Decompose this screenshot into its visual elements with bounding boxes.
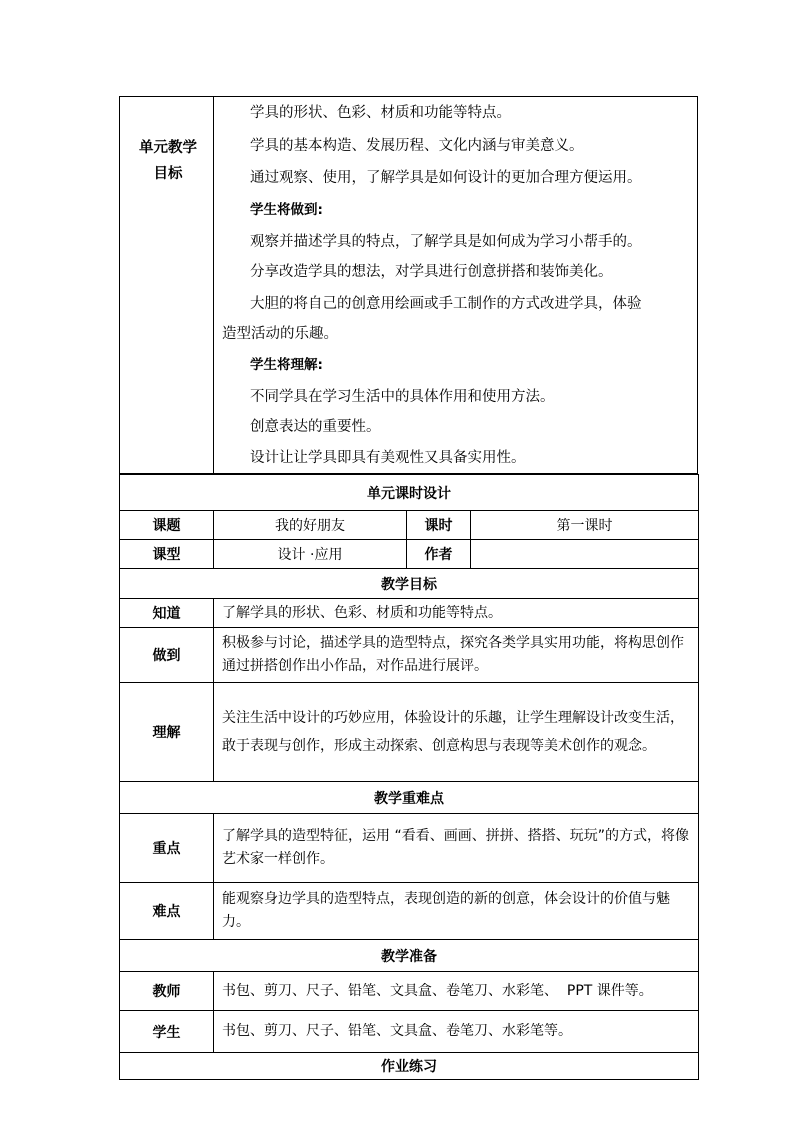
- unit-objectives-label-cell: [120, 97, 214, 473]
- preparation-header: 教学准备: [120, 940, 699, 972]
- objective-line: 创意表达的重要性。: [250, 419, 381, 435]
- objective-line: 通过观察、使用，了解学具是如何设计的更加合理方便运用。: [250, 170, 642, 186]
- author-label: 作者: [407, 540, 471, 569]
- do-label: 做到: [120, 628, 214, 683]
- student-text: 书包、剪刀、尺子、铅笔、文具盒、卷笔刀、水彩笔等。: [214, 1011, 699, 1053]
- student-label: 学生: [120, 1011, 214, 1053]
- topic-value: 我的好朋友: [214, 511, 407, 540]
- difficult-point-label: 难点: [120, 883, 214, 940]
- objective-line: 造型活动的乐趣。: [222, 326, 338, 342]
- understand-label: 理解: [120, 683, 214, 782]
- teacher-text: 书包、剪刀、尺子、铅笔、文具盒、卷笔刀、水彩笔、 PPT 课件等。: [214, 972, 699, 1011]
- unit-objectives-label: 单元教学目标: [139, 140, 197, 182]
- topic-label: 课题: [120, 511, 214, 540]
- teaching-goals-header: 教学目标: [120, 569, 699, 599]
- objective-line: 分享改造学具的想法，对学具进行创意拼搭和装饰美化。: [250, 264, 613, 280]
- know-text: 了解学具的形状、色彩、材质和功能等特点。: [214, 599, 699, 628]
- key-point-label: 重点: [120, 814, 214, 883]
- teacher-label: 教师: [120, 972, 214, 1011]
- lesson-table: [119, 474, 699, 1080]
- period-value: 第一课时: [471, 511, 699, 540]
- understand-text: 关注生活中设计的巧妙应用，体验设计的乐趣，让学生理解设计改变生活，敢于表现与创作，形成主动探索、创意构思与表现等美术创作的观念。: [214, 683, 699, 782]
- objective-line: 不同学具在学习生活中的具体作用和使用方法。: [250, 389, 555, 405]
- homework-header: 作业练习: [120, 1053, 699, 1080]
- objective-line: 学具的基本构造、发展历程、文化内涵与审美意义。: [250, 138, 584, 154]
- objective-subheading: 学生将做到:: [250, 202, 323, 218]
- author-value: [471, 540, 699, 569]
- type-label: 课型: [120, 540, 214, 569]
- key-points-header: 教学重难点: [120, 782, 699, 814]
- do-text: 积极参与讨论，描述学具的造型特点，探究各类学具实用功能，将构思创作通过拼搭创作出小作品，对作品进行展评。: [214, 628, 699, 683]
- objective-line: 观察并描述学具的特点，了解学具是如何成为学习小帮手的。: [250, 234, 642, 250]
- unit-objectives-block: [119, 96, 698, 474]
- objective-line: 大胆的将自己的创意用绘画或手工制作的方式改进学具，体验: [250, 296, 642, 312]
- period-label: 课时: [407, 511, 471, 540]
- lesson-design-header: 单元课时设计: [120, 475, 699, 511]
- objective-line: 设计让让学具即具有美观性又具备实用性。: [250, 450, 526, 466]
- key-point-text: 了解学具的造型特征，运用 “看看、画画、拼拼、搭搭、玩玩”的方式，将像艺术家一样创作。: [214, 814, 699, 883]
- know-label: 知道: [120, 599, 214, 628]
- difficult-point-text: 能观察身边学具的造型特点，表现创造的新的创意，体会设计的价值与魅力。: [214, 883, 699, 940]
- objective-line: 学具的形状、色彩、材质和功能等特点。: [250, 105, 511, 121]
- objective-subheading: 学生将理解:: [250, 357, 323, 373]
- type-value: 设计 ·应用: [214, 540, 407, 569]
